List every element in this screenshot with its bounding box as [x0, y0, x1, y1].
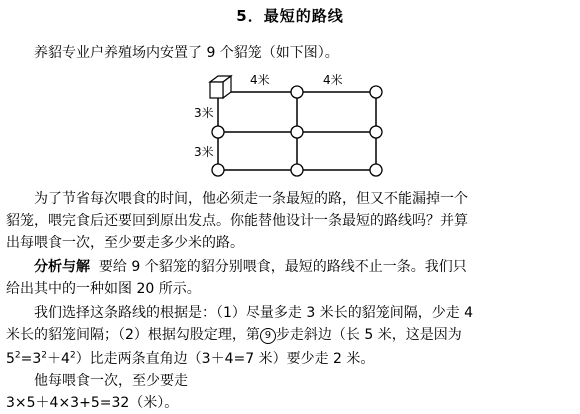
analysis-line-1 — [0, 256, 580, 278]
reason-line-1: 我们选择这条路线的根据是：（1）尽量多走 3 米长的貂笼间隔，少走 4 — [34, 305, 474, 321]
cage-node — [212, 126, 224, 138]
exponent: 2 — [41, 350, 48, 361]
conclusion-line-1: 他每喂食一次，至少要走 — [34, 373, 188, 389]
cage-node — [370, 164, 382, 176]
reason-text-b: 步走斜边（长 5 米，这是因为 — [275, 327, 462, 343]
exponent: 2 — [14, 350, 21, 361]
step-number-circle: 9 — [260, 328, 276, 344]
analysis-heading: 分析与解 — [34, 259, 90, 275]
cage-node — [291, 86, 303, 98]
page-title: 5．最短的路线 — [236, 7, 344, 25]
formula-3: =3 — [20, 351, 42, 367]
problem-line-1: 为了节省每次喂食的时间，他必须走一条最短的路，但又不能漏掉一个 — [34, 191, 468, 207]
problem-line-2: 貂笼，喂完食后还要回到原出发点。你能替他设计一条最短的路线吗？并算 — [6, 213, 468, 229]
house-icon — [210, 76, 231, 98]
side-label-top: 3米 — [194, 106, 214, 120]
formula-5: 5 — [6, 351, 15, 367]
exponent: 2 — [69, 350, 76, 361]
cage-node — [291, 126, 303, 138]
cage-node — [212, 164, 224, 176]
analysis-text: 要给 9 个貂笼的貂分别喂食，最短的路线不止一条。我们只 — [98, 259, 467, 275]
analysis-line-2: 给出其中的一种如图 20 所示。 — [6, 281, 201, 297]
side-label-bottom: 3米 — [194, 145, 214, 159]
reason-text-a: 米长的貂笼间隔；（2）根据勾股定理，第 — [6, 327, 260, 343]
top-label-left: 4米 — [250, 73, 270, 87]
cage-node — [291, 164, 303, 176]
cage-node — [370, 86, 382, 98]
reason-text-d: ）比走两条直角边（3＋4=7 米）要少走 2 米。 — [75, 351, 375, 367]
intro-text: 养貂专业户养殖场内安置了 9 个貂笼（如下图）。 — [34, 45, 339, 61]
cage-node — [370, 126, 382, 138]
problem-line-3: 出每喂食一次，至少要走多少米的路。 — [6, 235, 244, 251]
reason-line-3 — [0, 348, 580, 370]
formula-4: ＋4 — [47, 351, 70, 367]
top-label-right: 4米 — [323, 73, 343, 87]
reason-line-2 — [0, 324, 580, 346]
conclusion-line-2: 3×5＋4×3+5=32（米）。 — [6, 395, 179, 411]
cage-grid-diagram — [188, 70, 398, 182]
